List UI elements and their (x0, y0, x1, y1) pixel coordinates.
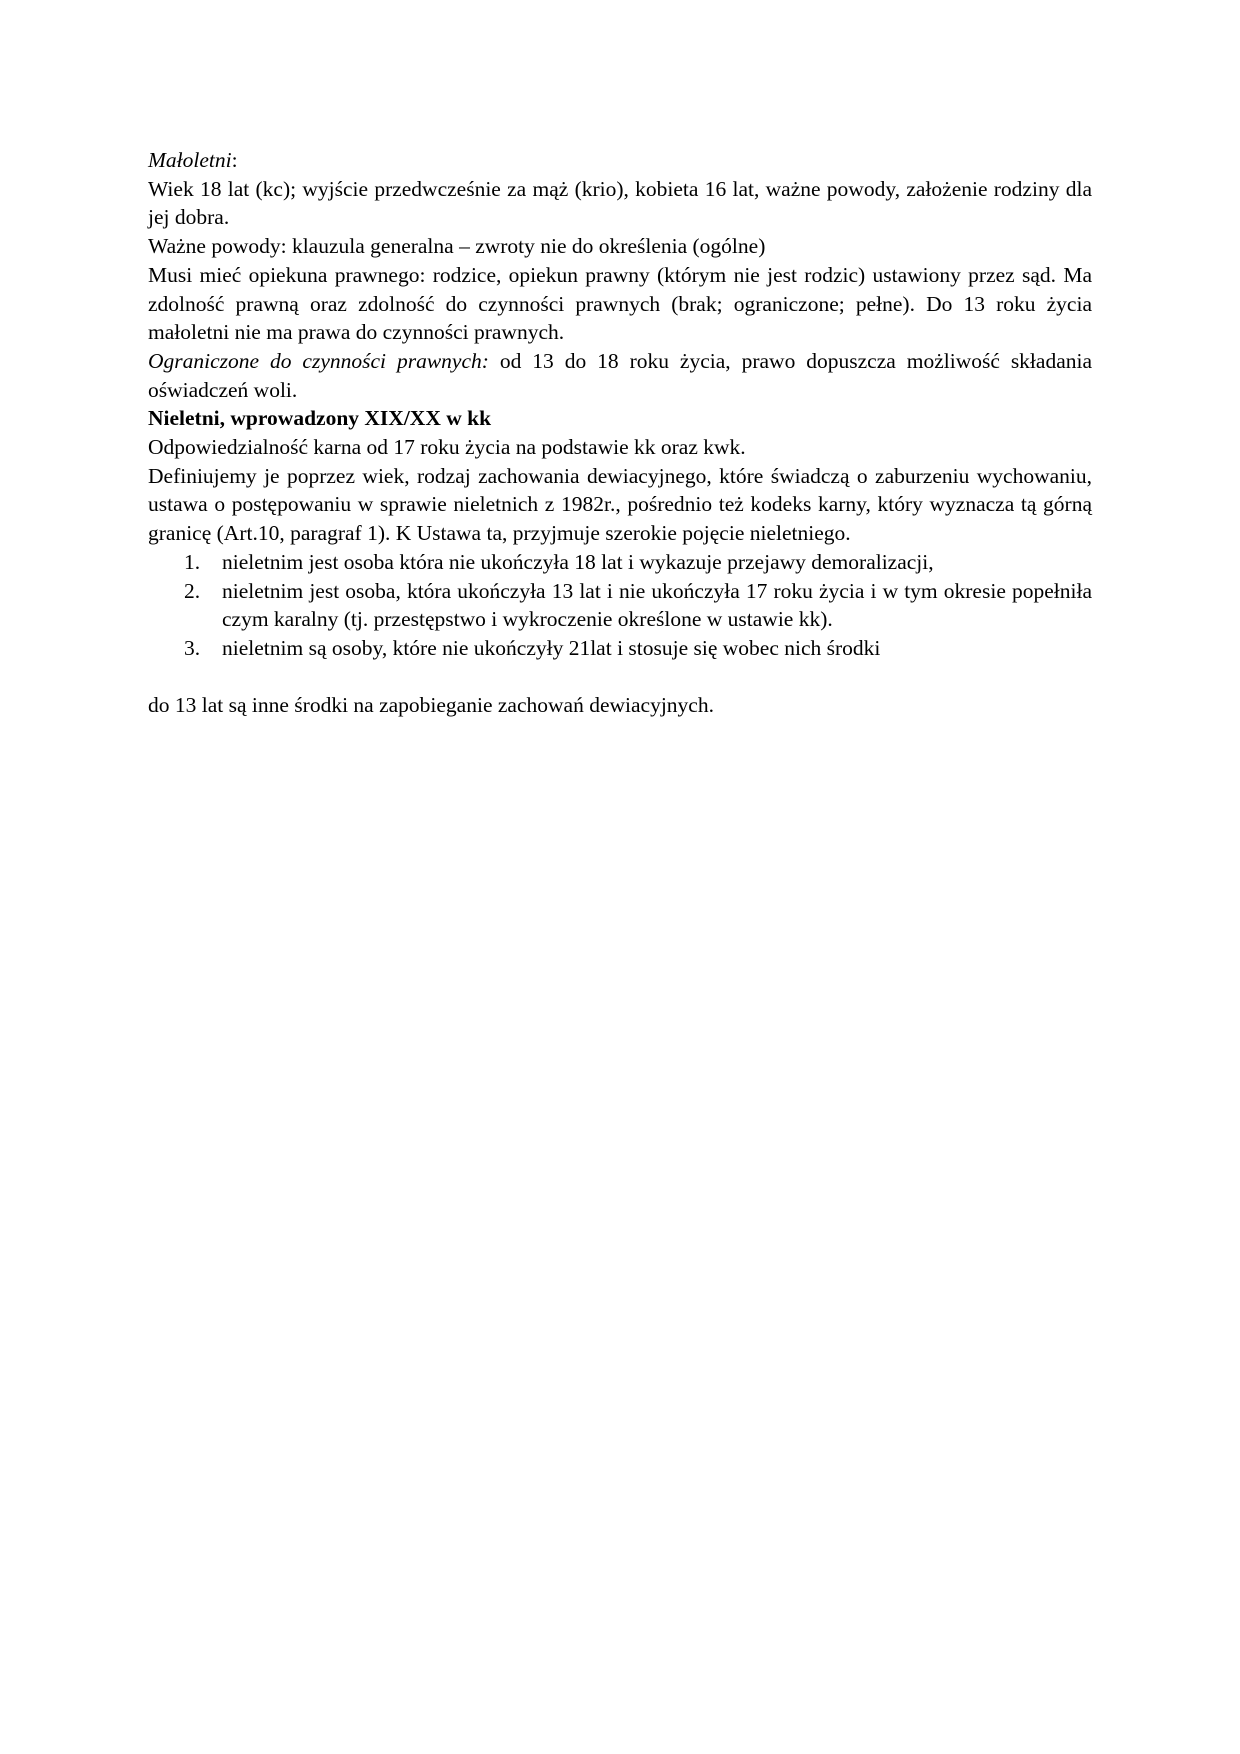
list-text: nieletnim jest osoba która nie ukończyła 18 lat i wykazuje przejawy demoralizacji, (222, 549, 934, 574)
paragraph-guardian: Musi mieć opiekuna prawnego: rodzice, opiekun prawny (którym nie jest rodzic) ustawiony przez sąd. Ma zdolność prawną oraz zdolność do czynności prawnych (brak; ograniczone; pełne). Do 13 roku życia małoletni nie ma prawa do czynności prawnych. (148, 262, 1092, 345)
paragraph-important-reasons: Ważne powody: klauzula generalna – zwroty nie do określenia (ogólne) (148, 234, 766, 259)
paragraph-age: Wiek 18 lat (kc); wyjście przedwcześnie za mąż (krio), kobieta 16 lat, ważne powody, założenie rodziny dla jej dobra. (148, 176, 1092, 230)
numbered-list (148, 548, 1092, 663)
list-item (184, 577, 1092, 634)
heading-colon: : (231, 148, 238, 172)
blank-line (148, 663, 1092, 692)
limited-capacity-label: Ograniczone do czynności prawnych: (148, 348, 489, 373)
paragraph-definition: Definiujemy je poprzez wiek, rodzaj zachowania dewiacyjnego, które świadczą o zaburzeniu wychowaniu, ustawa o postępowaniu w sprawie nieletnich z 1982r., pośrednio też kodeks karny, który wyznacza tą górną granicę (Art.10, paragraf 1). K Ustawa ta, przyjmuje szerokie pojęcie nieletniego. (148, 463, 1092, 546)
heading-nieletni: Nieletni, wprowadzony XIX/XX w kk (148, 406, 492, 431)
list-text: nieletnim są osoby, które nie ukończyły 21lat i stosuje się wobec nich środki (222, 635, 881, 660)
paragraph-criminal-liability: Odpowiedzialność karna od 17 roku życia na podstawie kk oraz kwk. (148, 435, 746, 460)
list-number: 3. (184, 635, 201, 660)
list-item (184, 634, 1092, 663)
limited-capacity-text: od 13 do 18 roku życia, prawo dopuszcza możliwość składania oświadczeń woli. (148, 348, 1093, 402)
list-text: nieletnim jest osoba, która ukończyła 13 lat i nie ukończyła 17 roku życia i w tym okresie popełniła czym karalny (tj. przestępstwo i wykroczenie określone w ustawie kk). (222, 578, 1092, 632)
heading-maloletni (148, 146, 1092, 175)
list-item (184, 548, 1092, 577)
paragraph-limited-capacity (148, 347, 1092, 404)
paragraph-under-13: do 13 lat są inne środki na zapobieganie zachowań dewiacyjnych. (148, 693, 714, 718)
list-number: 1. (184, 549, 201, 574)
heading-maloletni-text: Małoletni (148, 148, 232, 172)
document-page (148, 146, 1092, 720)
list-number: 2. (184, 578, 201, 603)
